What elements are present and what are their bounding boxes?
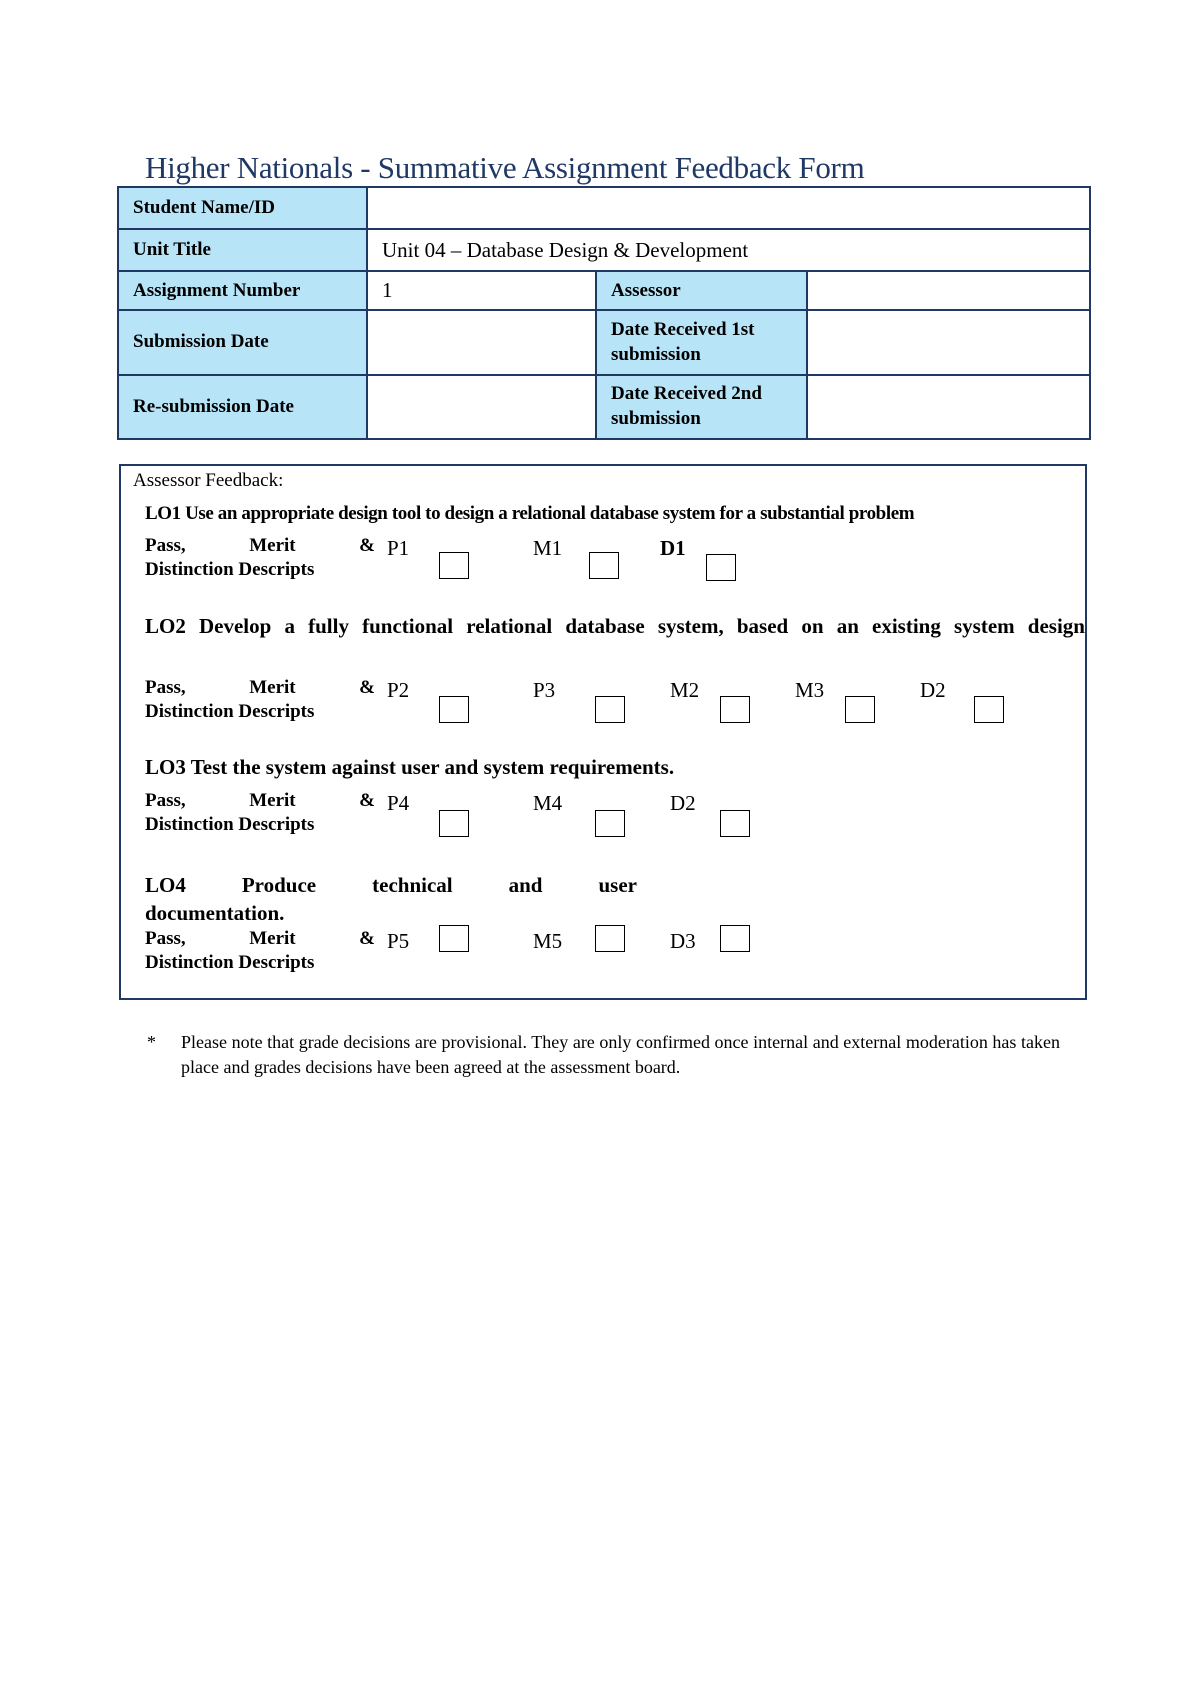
criterion-p3-checkbox[interactable] bbox=[595, 696, 625, 723]
lo1-descriptor: Pass, Merit & Distinction Descripts bbox=[145, 535, 375, 580]
criterion-d2b-label: D2 bbox=[670, 791, 696, 815]
criterion-p2-checkbox[interactable] bbox=[439, 696, 469, 723]
criterion-p4-checkbox[interactable] bbox=[439, 810, 469, 837]
lo1-title: LO1 Use an appropriate design tool to design a relational database system for a substantial problem bbox=[145, 503, 915, 524]
criterion-d2-checkbox[interactable] bbox=[974, 696, 1004, 723]
unit-title-label: Unit Title bbox=[118, 229, 367, 271]
lo4-title-line2: documentation. bbox=[145, 901, 285, 925]
lo3-descriptor: Pass, Merit & Distinction Descripts bbox=[145, 790, 375, 835]
criterion-d2b-checkbox[interactable] bbox=[720, 810, 750, 837]
criterion-p1-checkbox[interactable] bbox=[439, 552, 469, 579]
page-title: Higher Nationals - Summative Assignment Feedback Form bbox=[145, 150, 865, 185]
criterion-m1-checkbox[interactable] bbox=[589, 552, 619, 579]
criterion-m5-checkbox[interactable] bbox=[595, 925, 625, 952]
submission-date-label: Submission Date bbox=[118, 310, 367, 374]
criterion-m1-label: M1 bbox=[533, 536, 563, 560]
assignment-number-field[interactable]: 1 bbox=[367, 271, 596, 310]
feedback-heading: Assessor Feedback: bbox=[133, 470, 284, 491]
lo2-descriptor: Pass, Merit & Distinction Descripts bbox=[145, 677, 375, 722]
submission-info-table bbox=[117, 186, 1091, 440]
criterion-d3-checkbox[interactable] bbox=[720, 925, 750, 952]
resubmission-date-label: Re-submission Date bbox=[118, 375, 367, 439]
criterion-d1-checkbox[interactable] bbox=[706, 554, 736, 581]
criterion-m4-label: M4 bbox=[533, 791, 563, 815]
submission-date-field[interactable] bbox=[367, 310, 596, 374]
footnote-marker: * bbox=[147, 1032, 156, 1052]
criterion-m4-checkbox[interactable] bbox=[595, 810, 625, 837]
footnote bbox=[147, 1030, 1060, 1080]
footnote-text: Please note that grade decisions are provisional. They are only confirmed once internal and external moderation has taken place and grades decisions have been agreed at the assessment board. bbox=[181, 1032, 1060, 1077]
criterion-p2-label: P2 bbox=[387, 678, 410, 702]
assignment-number-label: Assignment Number bbox=[118, 271, 367, 310]
date-received-2-field[interactable] bbox=[807, 375, 1090, 439]
criterion-p3-label: P3 bbox=[533, 678, 556, 702]
lo3-title: LO3 Test the system against user and system requirements. bbox=[145, 755, 675, 779]
lo4-title: LO4 Produce technical and user bbox=[145, 873, 637, 897]
assessor-field[interactable] bbox=[807, 271, 1090, 310]
assessor-feedback-box bbox=[119, 464, 1087, 1000]
criterion-m3-checkbox[interactable] bbox=[845, 696, 875, 723]
criterion-d3-label: D3 bbox=[670, 929, 696, 953]
date-received-1-label: Date Received 1st submission bbox=[596, 310, 807, 374]
criterion-d1-label: D1 bbox=[660, 536, 686, 560]
assessor-label: Assessor bbox=[596, 271, 807, 310]
criterion-m2-checkbox[interactable] bbox=[720, 696, 750, 723]
resubmission-date-field[interactable] bbox=[367, 375, 596, 439]
criterion-p4-label: P4 bbox=[387, 791, 410, 815]
criterion-p5-label: P5 bbox=[387, 929, 410, 953]
criterion-p5-checkbox[interactable] bbox=[439, 925, 469, 952]
criterion-p1-label: P1 bbox=[387, 536, 410, 560]
criterion-m5-label: M5 bbox=[533, 929, 563, 953]
student-name-label: Student Name/ID bbox=[118, 187, 367, 229]
date-received-2-label: Date Received 2nd submission bbox=[596, 375, 807, 439]
date-received-1-field[interactable] bbox=[807, 310, 1090, 374]
lo2-title: LO2 Develop a fully functional relational database system, based on an existing system design bbox=[145, 614, 1085, 638]
unit-title-field[interactable]: Unit 04 – Database Design & Development bbox=[367, 229, 1090, 271]
criterion-d2-label: D2 bbox=[920, 678, 946, 702]
lo4-descriptor: Pass, Merit & Distinction Descripts bbox=[145, 928, 375, 973]
criterion-m2-label: M2 bbox=[670, 678, 700, 702]
criterion-m3-label: M3 bbox=[795, 678, 825, 702]
student-name-field[interactable] bbox=[367, 187, 1090, 229]
